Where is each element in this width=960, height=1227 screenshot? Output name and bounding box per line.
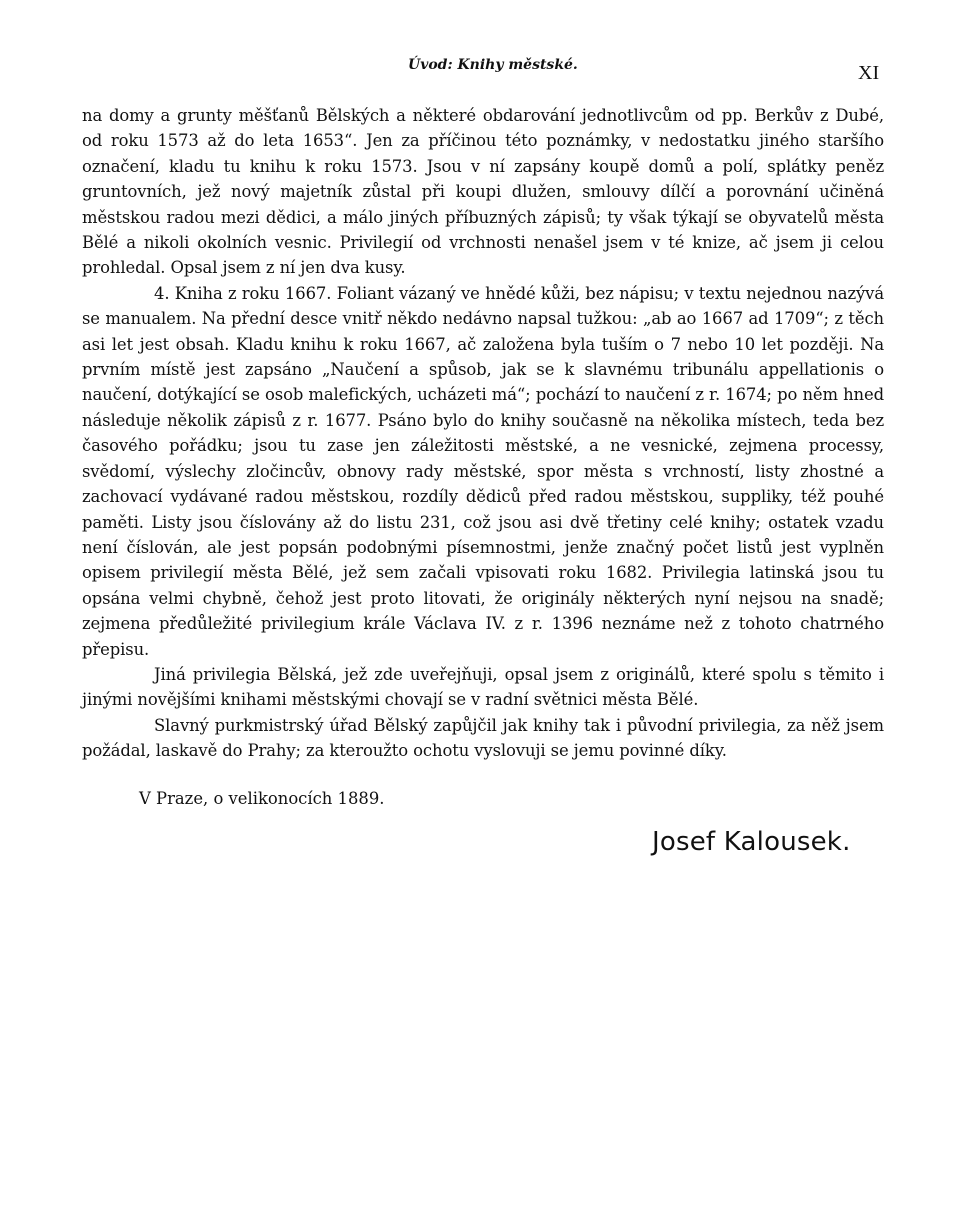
- running-head: [0, 56, 960, 86]
- running-title: Úvod: Knihy městské.: [408, 57, 578, 73]
- author-signature: Josef Kalousek.: [652, 827, 851, 857]
- page-number: XI: [858, 62, 880, 84]
- dateline: V Praze, o velikonocích 1889.: [139, 789, 385, 808]
- paragraph-acknowledgement: Slavný purkmistrský úřad Bělský zapůjčil jak knihy tak i původní privilegia, za něž jsem požádal, laskavě do Prahy; za kteroužto ochotu vyslovuji se jemu povinné díky.: [82, 715, 884, 761]
- paragraph-continuation: na domy a grunty měšťanů Bělských a některé obdarování jednotlivcům od pp. Berkův z Dubé, od roku 1573 až do leta 1653“. Jen za příčinou této poznámky, v nedostatku jiného staršího označení, kladu tu knihu k roku 1573. Jsou v ní zapsány koupě domů a polí, splátky peněz gruntovních, jež nový majetník zůstal při koupi dlužen, smlouvy dílčí a porovnání učiněná městskou radou mezi dědici, a málo jiných příbuzných zápisů; ty však týkají se obyvatelů města Bělé a nikoli okolních vesnic. Privilegií od vrchnosti nenašel jsem v té knize, ač jsem ji celou prohledal. Opsal jsem z ní jen dva kusy.: [82, 106, 884, 278]
- paragraph-book-4: 4. Kniha z roku 1667. Foliant vázaný ve hnědé kůži, bez nápisu; v textu nejednou nazývá se manualem. Na přední desce vnitř někdo nedávno napsal tužkou: „ab ao 1667 ad 1709“; z těch asi let jest obsah. Kladu knihu k roku 1667, ač založena byla tuším o 7 nebo 10 let později. Na prvním místě jest zapsáno „Naučení a spůsob, jak se k slavnému tribunálu appellationis o naučení, dotýkající se osob malefických, ucházeti má“; pochází to naučení z r. 1674; po něm hned následuje několik zápisů z r. 1677. Psáno bylo do knihy současně na několika místech, teda bez časového pořádku; jsou tu zase jen záležitosti městské, a ne vesnické, zejmena processy, svědomí, výslechy zločincův, obnovy rady městské, spor města s vrchností, listy zhostné a zachovací vydávané radou městskou, rozdíly dědiců před radou městskou, suppliky, též pouhé paměti. Listy jsou číslovány až do listu 231, což jsou asi dvě třetiny celé knihy; ostatek vzadu není číslován, ale jest popsán podobnými písemnostmi, jenže značný počet listů jest vyplněn opisem privilegií města Bělé, jež sem začali vpisovati roku 1682. Privilegia latinská jsou tu opsána velmi chybně, čehož jest proto litovati, že originály některých nyní nejsou na snadě; zejmena předůležité privilegium krále Václava IV. z r. 1396 neznáme než z tohoto chatrného přepisu.: [82, 283, 884, 659]
- body-text: [82, 103, 884, 764]
- paragraph-privileges: Jiná privilegia Bělská, jež zde uveřejňuji, opsal jsem z originálů, které spolu s těmito i jinými novějšími knihami městskými chovají se v radní světnici města Bělé.: [82, 664, 884, 710]
